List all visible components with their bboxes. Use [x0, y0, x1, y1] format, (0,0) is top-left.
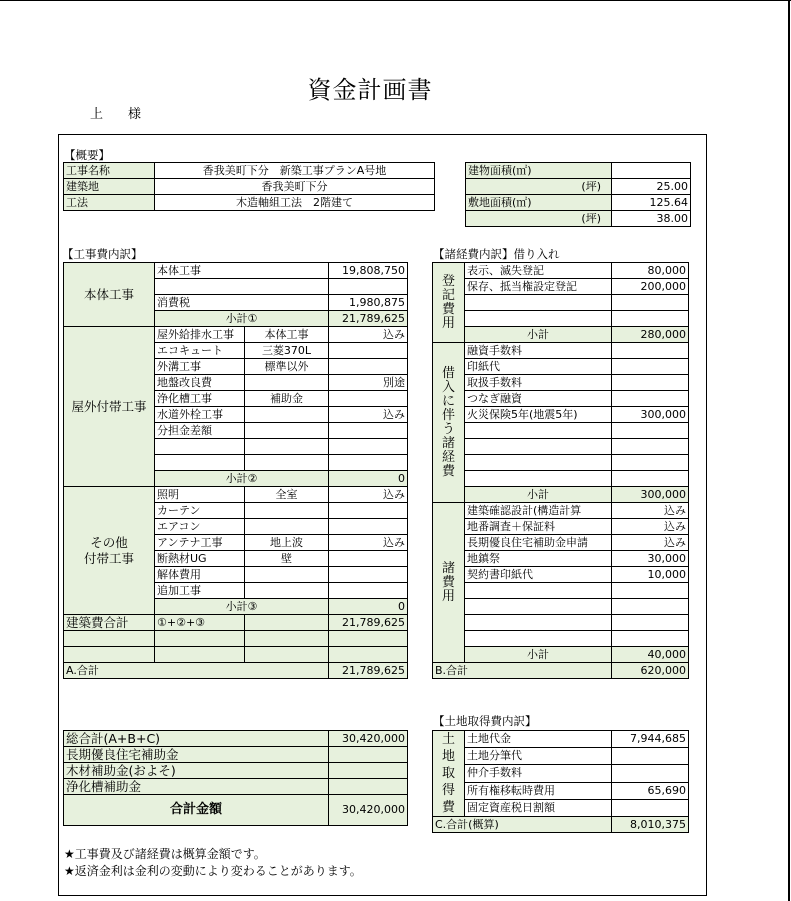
- land-tsubo-label: (坪): [466, 211, 612, 227]
- expenses-table: [432, 262, 689, 679]
- blank-cell: [245, 647, 329, 663]
- building-total-formula: ①+②+③: [155, 615, 245, 631]
- blank-cell: [64, 631, 155, 647]
- misc-item: [465, 599, 612, 615]
- overview-value: 香我美町下分: [155, 179, 435, 195]
- misc-amount: 10,000: [612, 567, 689, 583]
- misc-item: 地番調査＋保証料: [465, 519, 612, 535]
- c-total-label: C.合計(概算): [433, 817, 612, 833]
- summary-amount: [329, 747, 408, 763]
- other-item: カーテン: [155, 503, 245, 519]
- other-amount: [329, 519, 408, 535]
- misc-amount: 込み: [612, 535, 689, 551]
- reg-amount: [612, 295, 689, 311]
- other-amount: [329, 503, 408, 519]
- outdoor-work-label: 屋外付帯工事: [64, 327, 155, 487]
- loan-item: 融資手数料: [465, 343, 612, 359]
- loan-item: 火災保険5年(地震5年): [465, 407, 612, 423]
- loan-item: 取扱手数料: [465, 375, 612, 391]
- blank-cell: [64, 647, 155, 663]
- land-amount: 65,690: [612, 782, 689, 799]
- reg-amount: 80,000: [612, 263, 689, 279]
- subtotal-3-label: 小計③: [155, 599, 329, 615]
- misc-item: 地鎮祭: [465, 551, 612, 567]
- outdoor-amount: [329, 439, 408, 455]
- blank-cell: [329, 647, 408, 663]
- construction-table: [63, 262, 408, 679]
- building-total-blank: [245, 615, 329, 631]
- other-amount: [329, 567, 408, 583]
- reg-item: 保存、抵当権設定登記: [465, 279, 612, 295]
- land-amount: [612, 799, 689, 816]
- summary-label: 浄化槽補助金: [64, 779, 329, 795]
- page-border-top: [0, 0, 791, 1]
- outdoor-item: 分担金差額: [155, 423, 245, 439]
- land-tsubo-value: 38.00: [612, 211, 691, 227]
- loan-amount: [612, 343, 689, 359]
- summary-table: [63, 730, 408, 826]
- misc-amount: 30,000: [612, 551, 689, 567]
- grand-total-value: 30,420,000: [329, 795, 408, 826]
- main-item: [155, 279, 329, 295]
- summary-label: 長期優良住宅補助金: [64, 747, 329, 763]
- building-area-label: 建物面積(㎡): [466, 163, 612, 179]
- b-total-value: 620,000: [612, 663, 689, 679]
- outdoor-note: [245, 455, 329, 471]
- reg-item: [465, 295, 612, 311]
- addressee: 上 様: [90, 107, 148, 122]
- land-item: 仲介手数料: [465, 765, 612, 782]
- other-note: 地上波: [245, 535, 329, 551]
- building-area-value: [612, 163, 691, 179]
- outdoor-note: [245, 439, 329, 455]
- loan-amount: [612, 439, 689, 455]
- loan-amount: [612, 391, 689, 407]
- other-amount: [329, 583, 408, 599]
- outdoor-item: 水道外栓工事: [155, 407, 245, 423]
- loan-amount: [612, 455, 689, 471]
- loan-subtotal-label: 小計: [465, 487, 612, 503]
- other-amount: 込み: [329, 535, 408, 551]
- overview-heading: 【概要】: [64, 148, 110, 162]
- note-line: ★工事費及び諸経費は概算金額です。: [64, 847, 266, 861]
- overview-label: 建築地: [64, 179, 155, 195]
- land-cost-label: 土地取得費: [433, 731, 465, 817]
- other-work-label-line2: 付帯工事: [83, 550, 134, 566]
- outdoor-amount: 別途: [329, 375, 408, 391]
- main-amount: 19,808,750: [329, 263, 408, 279]
- outdoor-note: 本体工事: [245, 327, 329, 343]
- overview-row: [64, 195, 435, 211]
- subtotal-1-value: 21,789,625: [329, 311, 408, 327]
- misc-amount: [612, 583, 689, 599]
- outdoor-amount: [329, 391, 408, 407]
- a-total-value: 21,789,625: [329, 663, 408, 679]
- b-total-label: B.合計: [433, 663, 612, 679]
- other-note: 全室: [245, 487, 329, 503]
- blank-cell: [155, 631, 245, 647]
- page-border-right: [788, 0, 790, 901]
- building-tsubo-label: (坪): [466, 179, 612, 195]
- overview-label: 工法: [64, 195, 155, 211]
- outdoor-note: [245, 375, 329, 391]
- expenses-heading: 【諸経費内訳】借り入れ: [433, 247, 560, 261]
- blank-cell: [155, 647, 245, 663]
- reg-amount: [612, 311, 689, 327]
- loan-amount: [612, 375, 689, 391]
- blank-cell: [245, 631, 329, 647]
- subtotal-1-label: 小計①: [155, 311, 329, 327]
- construction-heading: 【工事費内訳】: [62, 247, 143, 261]
- misc-amount: 込み: [612, 519, 689, 535]
- misc-amount: [612, 599, 689, 615]
- outdoor-note: 標準以外: [245, 359, 329, 375]
- misc-item: 長期優良住宅補助金申請: [465, 535, 612, 551]
- outdoor-item: エコキュート: [155, 343, 245, 359]
- misc-item: 契約書印紙代: [465, 567, 612, 583]
- land-item: 土地分筆代: [465, 748, 612, 765]
- summary-amount: [329, 779, 408, 795]
- misc-subtotal-label: 小計: [465, 647, 612, 663]
- loan-item: [465, 455, 612, 471]
- outdoor-note: [245, 423, 329, 439]
- misc-amount: [612, 631, 689, 647]
- outdoor-item: [155, 439, 245, 455]
- loan-amount: [612, 423, 689, 439]
- land-table: [432, 730, 689, 833]
- land-heading: 【土地取得費内訳】: [433, 714, 537, 728]
- other-item: アンテナ工事: [155, 535, 245, 551]
- loan-item: [465, 471, 612, 487]
- other-note: [245, 519, 329, 535]
- registration-cost-label: 登記費用: [433, 263, 465, 343]
- notes: [64, 846, 362, 880]
- land-amount: [612, 748, 689, 765]
- misc-item: [465, 583, 612, 599]
- loan-expenses-label: 借入に伴う諸経費: [433, 343, 465, 503]
- outdoor-item: 地盤改良費: [155, 375, 245, 391]
- outdoor-item: 屋外給排水工事: [155, 327, 245, 343]
- misc-expenses-label: 諸費用: [433, 503, 465, 663]
- outdoor-item: 浄化槽工事: [155, 391, 245, 407]
- land-item: 固定資産税日割額: [465, 799, 612, 816]
- summary-amount: 30,420,000: [329, 731, 408, 747]
- outdoor-item: [155, 455, 245, 471]
- other-item: 追加工事: [155, 583, 245, 599]
- other-note: [245, 583, 329, 599]
- outdoor-note: 補助金: [245, 391, 329, 407]
- misc-item: [465, 615, 612, 631]
- overview-row: [64, 163, 435, 179]
- land-item: 土地代金: [465, 731, 612, 748]
- outdoor-amount: 込み: [329, 327, 408, 343]
- loan-item: [465, 439, 612, 455]
- loan-amount: 300,000: [612, 407, 689, 423]
- main-construction-label: 本体工事: [64, 263, 155, 327]
- overview-label: 工事名称: [64, 163, 155, 179]
- outdoor-note: 三菱370L: [245, 343, 329, 359]
- land-amount: 7,944,685: [612, 731, 689, 748]
- overview-table: [63, 162, 435, 211]
- misc-amount: 込み: [612, 503, 689, 519]
- c-total-value: 8,010,375: [612, 817, 689, 833]
- outdoor-amount: 込み: [329, 407, 408, 423]
- land-area-label: 敷地面積(㎡): [466, 195, 612, 211]
- grand-total-label: 合計金額: [64, 795, 329, 826]
- other-work-label-line1: その他: [90, 534, 128, 550]
- outdoor-note: [245, 407, 329, 423]
- area-table: [465, 162, 691, 227]
- building-total-value: 21,789,625: [329, 615, 408, 631]
- subtotal-3-value: 0: [329, 599, 408, 615]
- loan-item: [465, 423, 612, 439]
- outdoor-amount: [329, 359, 408, 375]
- note-line: ★返済金利は金利の変動により変わることがあります。: [64, 864, 362, 878]
- misc-amount: [612, 615, 689, 631]
- reg-amount: 200,000: [612, 279, 689, 295]
- other-item: エアコン: [155, 519, 245, 535]
- loan-amount: [612, 471, 689, 487]
- outdoor-amount: [329, 343, 408, 359]
- loan-amount: [612, 359, 689, 375]
- outdoor-amount: [329, 455, 408, 471]
- loan-item: つなぎ融資: [465, 391, 612, 407]
- other-item: 断熱材UG: [155, 551, 245, 567]
- loan-item: 印紙代: [465, 359, 612, 375]
- a-total-label: A.合計: [64, 663, 329, 679]
- other-note: [245, 567, 329, 583]
- outdoor-item: 外溝工事: [155, 359, 245, 375]
- misc-item: 建築確認設計(構造計算: [465, 503, 612, 519]
- other-work-label: [64, 487, 155, 615]
- reg-subtotal-label: 小計: [465, 327, 612, 343]
- land-amount: [612, 765, 689, 782]
- misc-subtotal-value: 40,000: [612, 647, 689, 663]
- other-item: 照明: [155, 487, 245, 503]
- summary-label: 総合計(A+B+C): [64, 731, 329, 747]
- page-title: 資金計画書: [307, 76, 433, 104]
- blank-cell: [329, 631, 408, 647]
- main-item: 消費税: [155, 295, 329, 311]
- main-amount: [329, 279, 408, 295]
- overview-value: 木造軸組工法 2階建て: [155, 195, 435, 211]
- main-item: 本体工事: [155, 263, 329, 279]
- land-area-value: 125.64: [612, 195, 691, 211]
- overview-value: 香我美町下分 新築工事プランA号地: [155, 163, 435, 179]
- misc-item: [465, 631, 612, 647]
- building-tsubo-value: 25.00: [612, 179, 691, 195]
- land-item: 所有権移転時費用: [465, 782, 612, 799]
- reg-item: [465, 311, 612, 327]
- building-total-label: 建築費合計: [64, 615, 155, 631]
- loan-subtotal-value: 300,000: [612, 487, 689, 503]
- outdoor-amount: [329, 423, 408, 439]
- reg-subtotal-value: 280,000: [612, 327, 689, 343]
- other-amount: [329, 551, 408, 567]
- other-amount: 込み: [329, 487, 408, 503]
- main-amount: 1,980,875: [329, 295, 408, 311]
- reg-item: 表示、滅失登記: [465, 263, 612, 279]
- overview-row: [64, 179, 435, 195]
- subtotal-2-value: 0: [329, 471, 408, 487]
- subtotal-2-label: 小計②: [155, 471, 329, 487]
- other-note: 壁: [245, 551, 329, 567]
- other-note: [245, 503, 329, 519]
- summary-label: 木材補助金(およそ): [64, 763, 329, 779]
- other-item: 解体費用: [155, 567, 245, 583]
- summary-amount: [329, 763, 408, 779]
